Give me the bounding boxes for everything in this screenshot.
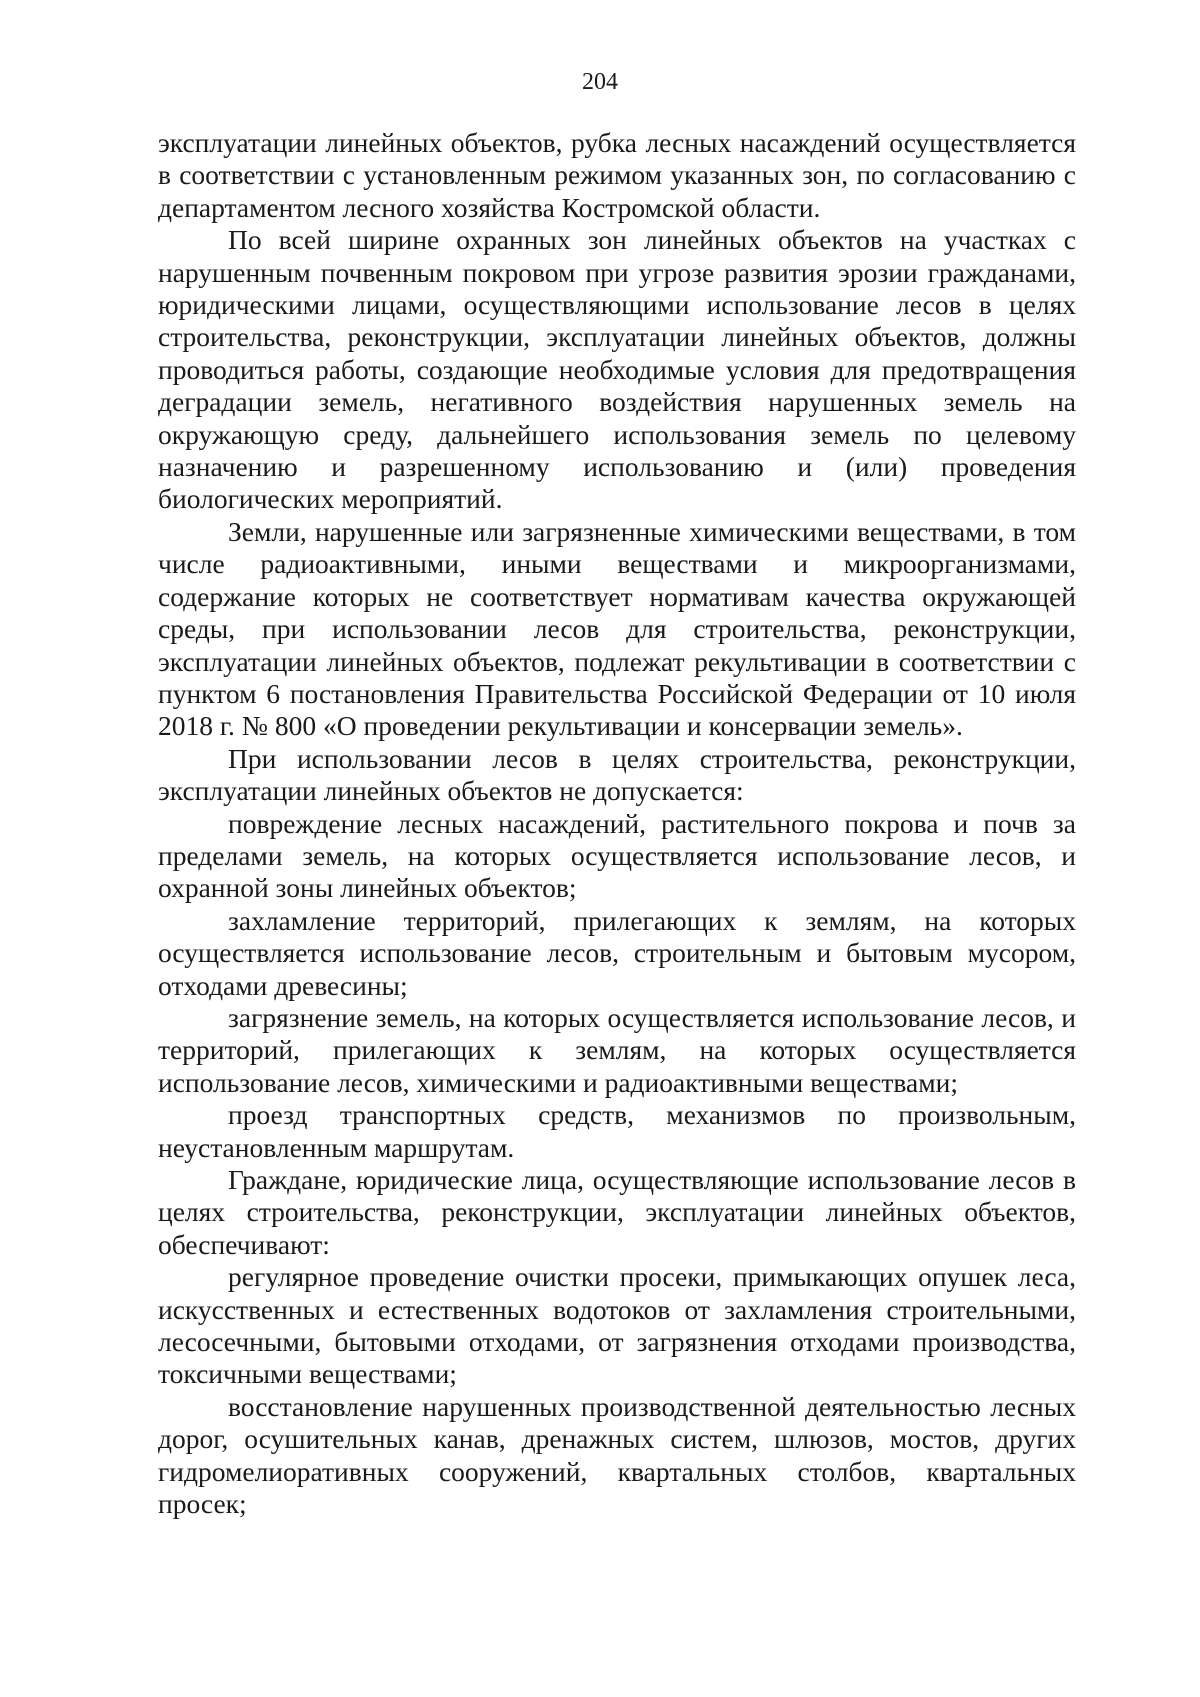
- paragraph-obligations-intro: Граждане, юридические лица, осуществляющие использование лесов в целях строительства, реконструкции, эксплуатации линейных объектов, обеспечивают:: [158, 1164, 1076, 1260]
- paragraph-land-recultivation: Земли, нарушенные или загрязненные химическими веществами, в том числе радиоактивными, иными веществами и микроорганизмами, содержание которых не соответствует нормативам качества окружающей среды, при использовании лесов для строительства, реконструкции, эксплуатации линейных объектов, подлежат рекультивации в соответствии с пунктом 6 постановления Правительства Российской Федерации от 10 июля 2018 г. № 800 «О проведении рекультивации и консервации земель».: [158, 515, 1076, 742]
- paragraph-erosion-protection: По всей ширине охранных зон линейных объектов на участках с нарушенным почвенным покровом при угрозе развития эрозии гражданами, юридическими лицами, осуществляющими использование лесов в целях строительства, реконструкции, эксплуатации линейных объектов, должны проводиться работы, создающие необходимые условия для предотвращения деградации земель, негативного воздействия нарушенных земель на окружающую среду, дальнейшего использования земель по целевому назначению и разрешенному использованию и (или) проведения биологических мероприятий.: [158, 224, 1076, 515]
- document-body: [158, 127, 1076, 1520]
- list-item-damage: повреждение лесных насаждений, растительного покрова и почв за пределами земель, на которых осуществляется использование лесов, и охранной зоны линейных объектов;: [158, 807, 1076, 904]
- list-item-littering: захламление территорий, прилегающих к землям, на которых осуществляется использование лесов, строительным и бытовым мусором, отходами древесины;: [158, 904, 1076, 1001]
- list-item-pollution: загрязнение земель, на которых осуществляется использование лесов, и территорий, прилегающих к землям, на которых осуществляется использование лесов, химическими и радиоактивными веществами;: [158, 1001, 1076, 1098]
- page-number: 204: [582, 69, 618, 95]
- paragraph-continuation: эксплуатации линейных объектов, рубка лесных насаждений осуществляется в соответствии с установленным режимом указанных зон, по согласованию с департаментом лесного хозяйства Костромской области.: [158, 127, 1076, 223]
- list-item-vehicle-passage: проезд транспортных средств, механизмов по произвольным, неустановленным маршрутам.: [158, 1099, 1076, 1163]
- paragraph-prohibitions-intro: При использовании лесов в целях строительства, реконструкции, эксплуатации линейных объектов не допускается:: [158, 742, 1076, 807]
- list-item-restoration: восстановление нарушенных производственной деятельностью лесных дорог, осушительных канав, дренажных систем, шлюзов, мостов, других гидромелиоративных сооружений, квартальных столбов, квартальных просек;: [158, 1390, 1076, 1520]
- list-item-clearing: регулярное проведение очистки просеки, примыкающих опушек леса, искусственных и естественных водотоков от захламления строительными, лесосечными, бытовыми отходами, от загрязнения отходами производства, токсичными веществами;: [158, 1261, 1076, 1390]
